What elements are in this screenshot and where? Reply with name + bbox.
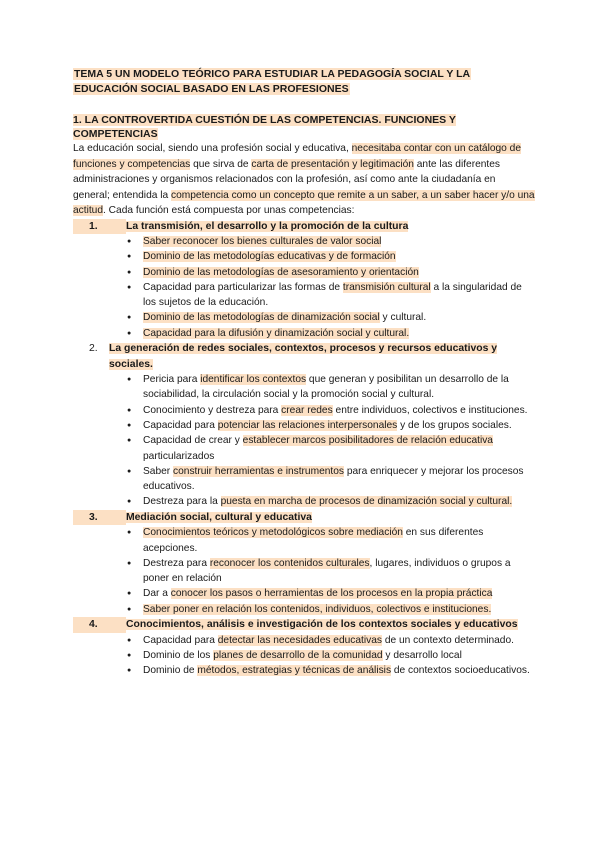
competency-item xyxy=(143,326,535,341)
competency-item xyxy=(143,433,535,464)
competency-text: para enriquecer y mejorar los procesos educativos. xyxy=(143,465,524,493)
intro-text: . Cada función está compuesta por unas competencias: xyxy=(103,205,355,216)
function-title xyxy=(126,219,408,235)
competency-text: en sus diferentes acepciones. xyxy=(143,527,484,554)
section-heading-text: 1. LA CONTROVERTIDA CUESTIÓN DE LAS COMPETENCIAS. FUNCIONES Y COMPETENCIAS xyxy=(73,114,456,140)
competency-list xyxy=(73,633,535,679)
competency-highlight: construir herramientas e instrumentos xyxy=(173,465,345,477)
competency-highlight: planes de desarrollo de la comunidad xyxy=(213,649,383,661)
competency-item xyxy=(143,372,535,403)
function-heading xyxy=(73,510,535,526)
function-section xyxy=(73,219,535,342)
competency-text: Saber xyxy=(143,465,174,477)
function-title-text: Conocimientos, análisis e investigación de los contextos sociales y educativos xyxy=(126,619,518,631)
competency-item xyxy=(143,280,535,311)
competency-highlight: métodos, estrategias y técnicas de análisis xyxy=(197,665,392,677)
document-page xyxy=(73,67,535,678)
competency-item xyxy=(143,494,535,509)
section-heading xyxy=(73,113,535,141)
document-title xyxy=(73,67,535,97)
competency-text: de un contexto determinado. xyxy=(382,634,514,646)
intro-text: La educación social, siendo una profesión social y educativa, xyxy=(73,143,352,154)
competency-item xyxy=(143,249,535,264)
competency-highlight: conocer los pasos o herramientas de los procesos en la propia práctica xyxy=(170,588,493,600)
intro-highlight: necesitaba contar con un catálogo de funciones y competencias xyxy=(73,143,521,170)
function-section xyxy=(73,341,535,510)
intro-text: ante las diferentes administraciones y organismos relacionados con la profesión, así como ante la ciudadanía en general; entendida la xyxy=(73,158,501,201)
function-number: 1. xyxy=(73,219,126,235)
function-number: 4. xyxy=(73,617,126,633)
competency-text: Destreza para xyxy=(143,557,210,569)
competency-item xyxy=(143,464,535,495)
competency-highlight: potenciar las relaciones interpersonales xyxy=(217,419,398,431)
competency-highlight: Saber reconocer los bienes culturales de valor social xyxy=(143,236,382,247)
competency-text: a la singularidad de los sujetos de la educación. xyxy=(143,281,522,309)
competency-sections xyxy=(73,219,535,679)
function-title-text: Mediación social, cultural y educativa xyxy=(126,511,312,523)
competency-text: Capacidad de crear y xyxy=(143,435,243,447)
competency-text: de contextos socioeducativos. xyxy=(391,665,530,677)
competency-item xyxy=(143,556,535,587)
competency-list xyxy=(73,525,535,617)
competency-highlight: reconocer los contenidos culturales xyxy=(209,557,370,569)
competency-item xyxy=(143,403,535,418)
function-title xyxy=(126,510,312,526)
competency-text: Dar a xyxy=(143,588,171,600)
function-heading xyxy=(73,219,535,235)
competency-text: que generan y posibilitan un desarrollo de la sociabilidad, la circulación social y la promoción social y cultural. xyxy=(143,374,509,401)
competency-item xyxy=(143,602,535,617)
competency-highlight: Dominio de las metodologías educativas y de formación xyxy=(143,251,396,263)
competency-text: Capacidad para xyxy=(143,419,218,431)
competency-item xyxy=(143,663,535,678)
competency-list xyxy=(73,234,535,341)
function-number: 3. xyxy=(73,510,126,526)
competency-text: entre individuos, colectivos e instituciones. xyxy=(332,404,528,416)
competency-text: Capacidad para particularizar las formas de xyxy=(143,281,343,293)
title-line-2: EDUCACIÓN SOCIAL BASADO EN LAS PROFESIONES xyxy=(74,83,349,95)
function-number: 2. xyxy=(89,343,98,355)
competency-text: Capacidad para xyxy=(143,634,218,646)
competency-text: y cultural. xyxy=(379,312,427,324)
competency-highlight: transmisión cultural xyxy=(342,281,431,293)
function-heading xyxy=(73,341,535,372)
competency-text: Destreza para la xyxy=(143,496,221,508)
competency-item xyxy=(143,633,535,648)
competency-item xyxy=(143,648,535,663)
function-title-text: La transmisión, el desarrollo y la promoción de la cultura xyxy=(126,220,409,232)
competency-highlight: Capacidad para la difusión y dinamización social y cultural. xyxy=(143,327,410,339)
intro-text: que sirva de xyxy=(190,158,252,170)
competency-item xyxy=(143,525,535,556)
function-title xyxy=(109,341,535,372)
function-section xyxy=(73,510,535,617)
competency-text: Dominio de los xyxy=(143,649,214,661)
competency-text: , lugares, individuos o grupos a poner en relación xyxy=(143,557,511,585)
title-line-1: TEMA 5 UN MODELO TEÓRICO PARA ESTUDIAR LA PEDAGOGÍA SOCIAL Y LA xyxy=(74,68,471,80)
competency-text: y desarrollo local xyxy=(382,649,462,661)
function-title xyxy=(126,617,518,633)
intro-highlight: competencia como un concepto que remite a un saber, a un saber hacer y/o una actitud xyxy=(73,189,535,216)
competency-item xyxy=(143,310,535,325)
competency-text: Dominio de xyxy=(143,665,198,677)
competency-highlight: puesta en marcha de procesos de dinamización social y cultural. xyxy=(220,496,513,508)
competency-text: Conocimiento y destreza para xyxy=(143,404,282,416)
intro-paragraph xyxy=(73,141,535,219)
intro-highlight: carta de presentación y legitimación xyxy=(251,158,414,170)
competency-list xyxy=(73,372,535,510)
function-heading xyxy=(73,617,535,633)
competency-highlight: establecer marcos posibilitadores de relación educativa xyxy=(242,435,493,447)
competency-text: Pericia para xyxy=(143,374,201,386)
function-section xyxy=(73,617,535,678)
competency-highlight: Conocimientos teóricos y metodológicos sobre mediación xyxy=(143,527,403,539)
competency-item xyxy=(143,265,535,280)
competency-text: y de los grupos sociales. xyxy=(397,419,512,431)
competency-highlight: crear redes xyxy=(281,404,333,416)
competency-item xyxy=(143,234,535,249)
competency-highlight: Saber poner en relación los contenidos, individuos, colectivos e instituciones. xyxy=(143,603,492,615)
competency-item xyxy=(143,586,535,601)
competency-highlight: detectar las necesidades educativas xyxy=(217,634,382,646)
competency-text: particularizados xyxy=(143,450,215,462)
competency-item xyxy=(143,418,535,433)
competency-highlight: Dominio de las metodologías de asesoramiento y orientación xyxy=(143,266,419,278)
function-title-text: La generación de redes sociales, contextos, procesos y recursos educativos y sociales. xyxy=(109,343,498,370)
competency-highlight: Dominio de las metodologías de dinamización social xyxy=(143,312,380,324)
competency-highlight: identificar los contextos xyxy=(200,374,307,386)
